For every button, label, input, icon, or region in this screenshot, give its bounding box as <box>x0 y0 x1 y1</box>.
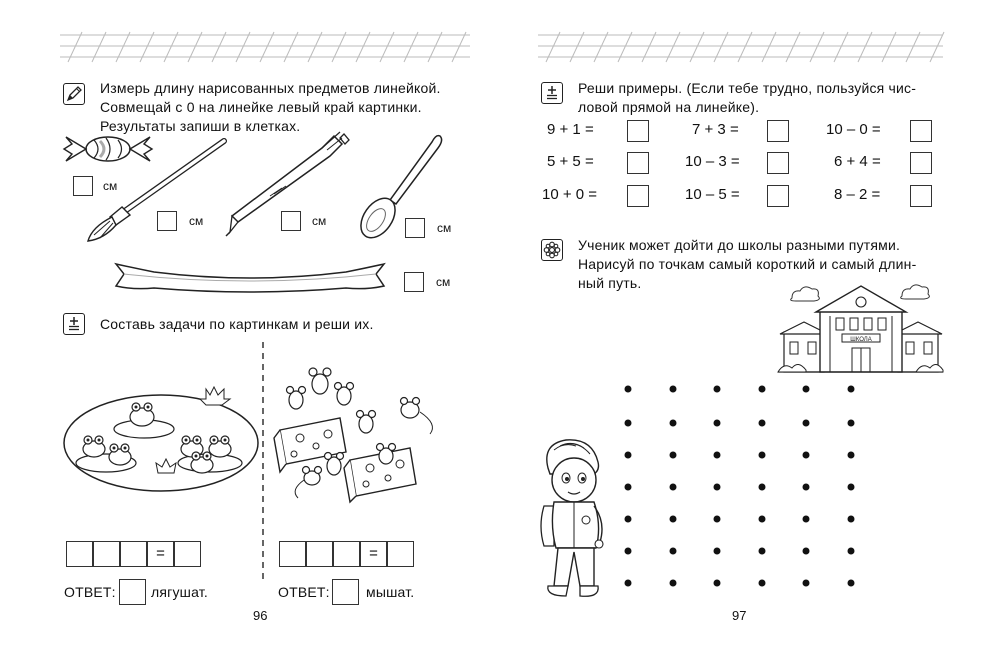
frogs-cell-3[interactable] <box>120 541 147 567</box>
mice-cell-3[interactable] <box>333 541 360 567</box>
frogs-cell-1[interactable] <box>66 541 93 567</box>
mice-answer-unit: мышат. <box>366 584 415 600</box>
example-2-3: 6 + 4 = <box>834 153 881 170</box>
task1-instructions <box>100 79 470 136</box>
page-number-right: 97 <box>732 608 747 623</box>
mice-cell-1[interactable] <box>279 541 306 567</box>
right-task1-line1: Реши примеры. (Если тебе трудно, пользуйся чис- <box>578 80 917 96</box>
answer-box-3-3[interactable] <box>910 185 932 207</box>
dashed-divider <box>261 342 265 582</box>
page-number-left: 96 <box>253 608 268 623</box>
mice-illustration <box>270 360 450 505</box>
answer-box-1-3[interactable] <box>910 120 932 142</box>
right-task2-line3: ный путь. <box>578 275 642 291</box>
schoolboy-illustration <box>536 436 616 601</box>
mice-cell-5[interactable] <box>387 541 414 567</box>
frogs-answer-label: ОТВЕТ: <box>64 584 116 600</box>
frogs-illustration <box>62 383 260 495</box>
answer-box-2-2[interactable] <box>767 152 789 174</box>
task1-line2: Совмещай с 0 на линейке левый край картинки. <box>100 99 422 115</box>
spoon-length-box[interactable] <box>405 218 425 238</box>
right-task2-line2: Нарисуй по точкам самый короткий и самый длин- <box>578 256 917 272</box>
answer-box-3-2[interactable] <box>767 185 789 207</box>
ribbon-unit: см <box>436 275 451 289</box>
mice-answer-box[interactable] <box>332 579 359 605</box>
example-1-2: 7 + 3 = <box>692 121 739 138</box>
plus-minus-icon <box>541 82 563 104</box>
example-2-2: 10 – 3 = <box>685 153 740 170</box>
example-3-1: 10 + 0 = <box>542 186 598 203</box>
frogs-cell-2[interactable] <box>93 541 120 567</box>
frogs-cell-5[interactable] <box>174 541 201 567</box>
answer-box-2-3[interactable] <box>910 152 932 174</box>
frogs-equals-cell: = <box>147 541 174 567</box>
left-writing-lines <box>60 30 470 72</box>
task1-line3: Результаты запиши в клетках. <box>100 118 301 134</box>
right-task1-line2: ловой прямой на линейке). <box>578 99 760 115</box>
right-writing-lines <box>538 30 943 72</box>
ribbon-illustration <box>114 258 386 292</box>
mice-cell-2[interactable] <box>306 541 333 567</box>
task2-instructions: Составь задачи по картинкам и реши их. <box>100 316 374 332</box>
mice-equals-cell: = <box>360 541 387 567</box>
candy-unit: см <box>103 179 118 193</box>
example-1-1: 9 + 1 = <box>547 121 594 138</box>
school-sign-text: ШКОЛА <box>850 337 872 343</box>
example-3-3: 8 – 2 = <box>834 186 881 203</box>
right-task2-line1: Ученик может дойти до школы разными путями. <box>578 237 901 253</box>
example-3-2: 10 – 5 = <box>685 186 740 203</box>
frogs-answer-box[interactable] <box>119 579 146 605</box>
task1-line1: Измерь длину нарисованных предметов линейкой. <box>100 80 441 96</box>
puzzle-flower-icon <box>541 239 563 261</box>
dots-grid <box>622 383 858 593</box>
example-1-3: 10 – 0 = <box>826 121 881 138</box>
pen-length-box[interactable] <box>281 211 301 231</box>
pencil-icon <box>63 83 85 105</box>
right-task1-instructions <box>578 79 948 117</box>
mice-answer-label: ОТВЕТ: <box>278 584 330 600</box>
spoon-unit: см <box>437 221 452 235</box>
brush-length-box[interactable] <box>157 211 177 231</box>
brush-unit: см <box>189 214 204 228</box>
plus-minus-icon <box>63 313 85 335</box>
answer-box-2-1[interactable] <box>627 152 649 174</box>
answer-box-3-1[interactable] <box>627 185 649 207</box>
ribbon-length-box[interactable] <box>404 272 424 292</box>
example-2-1: 5 + 5 = <box>547 153 594 170</box>
school-illustration <box>778 280 943 380</box>
answer-box-1-2[interactable] <box>767 120 789 142</box>
frogs-answer-unit: лягушат. <box>151 584 208 600</box>
answer-box-1-1[interactable] <box>627 120 649 142</box>
pen-unit: см <box>312 214 327 228</box>
